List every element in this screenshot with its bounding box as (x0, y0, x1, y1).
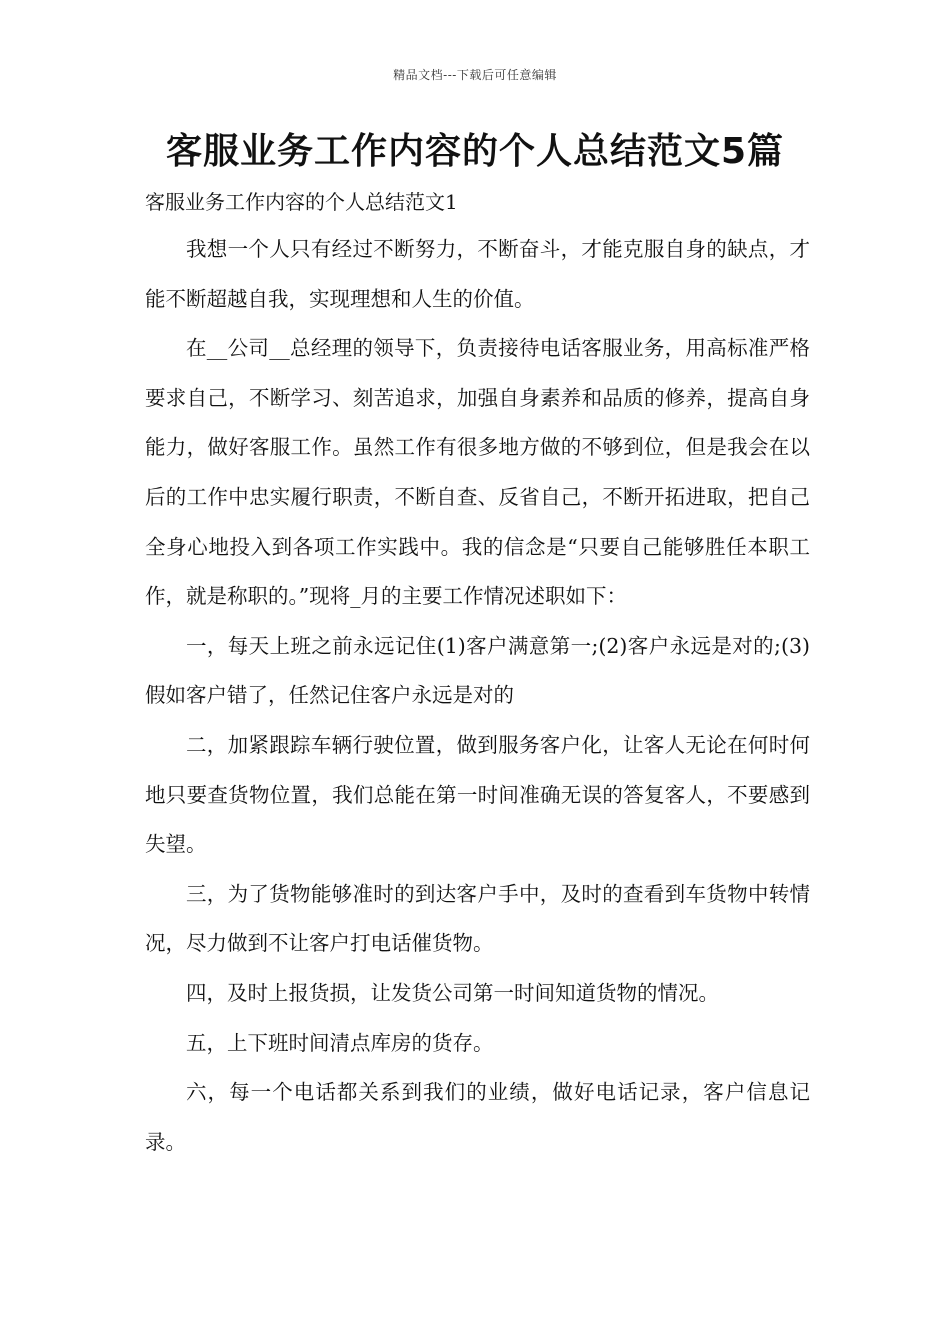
document-body (145, 225, 810, 1167)
document-title: 客服业务工作内容的个人总结范文5篇 (165, 131, 785, 172)
paragraph: 四，及时上报货损，让发货公司第一时间知道货物的情况。 (186, 980, 719, 1005)
section-heading: 客服业务工作内容的个人总结范文1 (145, 190, 458, 214)
paragraph: 六，每一个电话都关系到我们的业绩，做好电话记录，客户信息记录。 (145, 1080, 810, 1154)
header-note: 精品文档---下载后可任意编辑 (393, 68, 557, 82)
paragraph: 我想一个人只有经过不断努力，不断奋斗，才能克服自身的缺点，才能不断超越自我，实现理想和人生的价值。 (145, 237, 810, 311)
paragraph: 三，为了货物能够准时的到达客户手中，及时的查看到车货物中转情况，尽力做到不让客户打电话催货物。 (145, 881, 810, 956)
paragraph: 二，加紧跟踪车辆行驶位置，做到服务客户化，让客人无论在何时何地只要查货物位置，我们总能在第一时间准确无误的答复客人，不要感到失望。 (145, 732, 810, 857)
paragraph: 在__公司__总经理的领导下，负责接待电话客服业务，用高标准严格要求自己，不断学习、刻苦追求，加强自身素养和品质的修养，提高自身能力，做好客服工作。虽然工作有很多地方做的不够到位，但是我会在以后的工作中忠实履行职责，不断自查、反省自己，不断开拓进取，把自己全身心地投入到各项工作实践中。我的信念是“只要自己能够胜任本职工作，就是称职的。”现将_月的主要工作情况述职如下： (145, 336, 810, 609)
paragraph: 一，每天上班之前永远记住(1)客户满意第一;(2)客户永远是对的;(3)假如客户错了，任然记住客户永远是对的 (145, 633, 810, 708)
paragraph: 五，上下班时间清点库房的货存。 (186, 1030, 494, 1055)
